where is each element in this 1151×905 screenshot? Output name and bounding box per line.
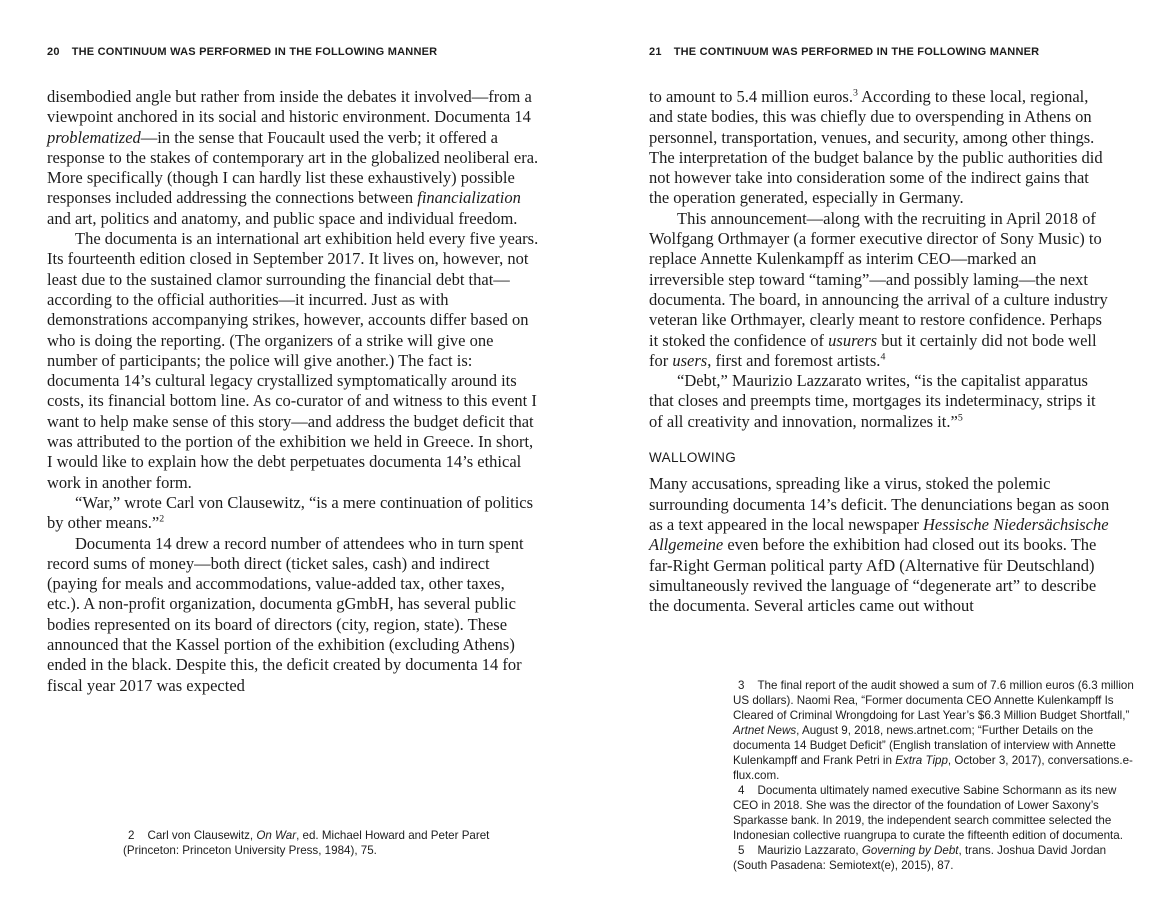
paragraph: Documenta 14 drew a record number of attendees who in turn spent record sums of money—both direct (ticket sales, cash) and indirect (paying for meals and accommodations, value-added tax, other taxes, etc.). A non-profit organization, documenta gGmbH, has several public bodies represented on its board of directors (city, region, state). These announced that the Kassel portion of the exhibition (excluding Athens) ended in the black. Despite this, the deficit created by documenta 14 for fiscal year 2017 was expected [47, 533, 524, 695]
paragraph: This announcement—along with the recruiting in April 2018 of Wolfgang Orthmayer (a former executive director of Sony Music) to replace Annette Kulenkampff as interim CEO—marked an irreversible step toward “taming”—and possibly laming—the next documenta. The board, in announcing the arrival of a culture industry veteran like Orthmayer, clearly meant to restore confidence. Perhaps it stoked the confidence of usurers but it certainly did not bode well for users, first and foremost artists.$^4$ [649, 208, 1108, 370]
left-page [47, 0, 539, 905]
page-number-right: 21 [649, 46, 662, 58]
footnote: 5 Maurizio Lazzarato, Governing by Debt, trans. Joshua David Jordan (South Pasadena: Semiotext(e), 2015), 87. [733, 844, 1107, 872]
running-head-right [649, 46, 1039, 58]
running-title-right: THE CONTINUUM WAS PERFORMED IN THE FOLLOWING MANNER [673, 46, 1040, 58]
page-number-left: 20 [47, 46, 60, 58]
running-title-left: THE CONTINUUM WAS PERFORMED IN THE FOLLOWING MANNER [71, 46, 438, 58]
right-page [649, 0, 1134, 905]
paragraph: disembodied angle but rather from inside the debates it involved—from a viewpoint anchored in its social and historic environment. Documenta 14 problematized—in the sense that Foucault used the verb; it offered a response to the stakes of contemporary art in the globalized neoliberal era. More specifically (though I can hardly list these exhaustively) possible responses included addressing the connections between financialization and art, politics and anatomy, and public space and individual freedom. [47, 87, 539, 228]
footnotes-right [733, 678, 1140, 873]
body-text-left [47, 87, 539, 696]
paragraph: “Debt,” Maurizio Lazzarato writes, “is the capitalist apparatus that closes and preempts time, mortgages its indeterminacy, strips it of all creativity and innovation, normalizes it.”$^5$ [649, 371, 1096, 431]
body-text-right [649, 87, 1111, 616]
running-head-left [47, 46, 437, 58]
footnote-number: 2 [128, 829, 135, 842]
footnote-number: 3 [738, 679, 745, 692]
paragraph: “War,” wrote Carl von Clausewitz, “is a mere continuation of politics by other means.”$^2$ [47, 492, 534, 533]
body-text-right-lower [649, 474, 1111, 616]
body-text-right-upper [649, 87, 1111, 432]
section-heading-wallowing: WALLOWING [649, 450, 737, 466]
footnote: 2 Carl von Clausewitz, On War, ed. Michael Howard and Peter Paret (Princeton: Princeton University Press, 1984), 75. [123, 829, 490, 857]
footnote-number: 4 [738, 784, 745, 797]
footnotes-left [123, 828, 511, 858]
footnote: 3 The final report of the audit showed a sum of 7.6 million euros (6.3 million US dollars). Naomi Rea, “Former documenta CEO Annette Kulenkampff Is Cleared of Criminal Wrongdoing for Last Year’s $6.3 Million Budget Shortfall,” Artnet News, August 9, 2018, news.artnet.com; “Further Details on the documenta 14 Budget Deficit” (English translation of interview with Annette Kulenkampff and Frank Petri in Extra Tipp, October 3, 2017), conversations.e-flux.com. [733, 679, 1134, 782]
footnote: 4 Documenta ultimately named executive Sabine Schormann as its new CEO in 2018. She was the director of the foundation of Lower Saxony’s Sparkasse bank. In 2019, the independent search committee selected the Indonesian collective ruangrupa to curate the fifteenth edition of documenta. [733, 784, 1123, 842]
paragraph: to amount to 5.4 million euros.$^3$ According to these local, regional, and state bodies, this was chiefly due to overspending in Athens on personnel, transportation, venues, and security, among other things. The interpretation of the budget balance by the public authorities did not however take into consideration some of the indirect gains that the operation generated, especially in Germany. [649, 87, 1103, 208]
paragraph: Many accusations, spreading like a virus, stoked the polemic surrounding documenta 14’s deficit. The denunciations began as soon as a text appeared in the local newspaper Hessische Niedersächsische Allgemeine even before the exhibition had closed out its books. The far-Right German political party AfD (Alternative für Deutschland) simultaneously revived the language of “degenerate art” to describe the documenta. Several articles came out without [649, 474, 1110, 616]
paragraph: The documenta is an international art exhibition held every five years. Its fourteenth edition closed in September 2017. It lives on, however, not least due to the sustained clamor surrounding the financial debt that—according to the official authorities—it incurred. Just as with demonstrations accompanying strikes, however, accounts differ based on who is doing the reporting. (The organizers of a strike will give one number of participants; the police will give another.) The fact is: documenta 14’s cultural legacy crystallized symptomatically around its costs, its financial bottom line. As co-curator of and witness to this event I want to help make sense of this story—and address the budget deficit that was attributed to the portion of the exhibition we held in Greece. In short, I would like to explain how the debt perpetuates documenta 14’s ethical work in another form. [47, 229, 539, 492]
footnote-number: 5 [738, 844, 745, 857]
